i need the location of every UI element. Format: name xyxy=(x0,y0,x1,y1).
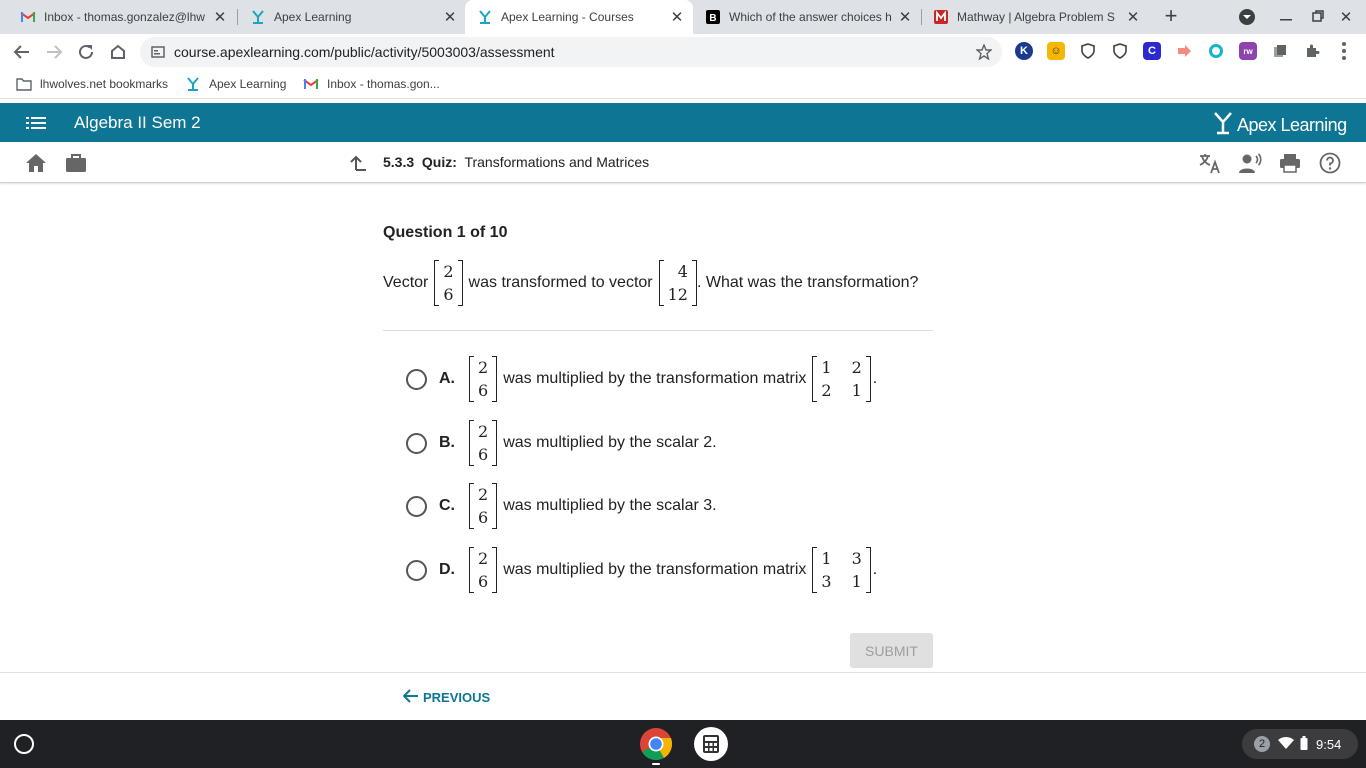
close-icon[interactable]: ✕ xyxy=(213,9,227,26)
tab-title: Apex Learning - Courses xyxy=(501,10,634,24)
arrow-extension-icon[interactable] xyxy=(1175,42,1193,60)
transformation-matrix xyxy=(812,547,870,593)
tab-apex-courses[interactable] xyxy=(465,0,693,34)
vector-from xyxy=(434,260,462,306)
vector-entry: 12 xyxy=(667,285,688,304)
answer-option-d[interactable] xyxy=(406,546,877,594)
new-tab-icon[interactable]: + xyxy=(1164,3,1178,28)
arrow-left-icon xyxy=(403,688,419,707)
answer-option-c[interactable] xyxy=(406,482,717,530)
tab-gmail[interactable] xyxy=(8,0,236,34)
reload-icon[interactable] xyxy=(74,40,98,64)
wifi-icon xyxy=(1278,736,1294,753)
c-extension-icon[interactable]: C xyxy=(1143,42,1161,60)
vector-entry: 6 xyxy=(478,381,489,400)
radio-button[interactable] xyxy=(406,560,427,581)
calculator-app-icon[interactable] xyxy=(694,727,728,761)
mathway-icon xyxy=(933,9,949,25)
vector-entry: 6 xyxy=(478,508,489,527)
matrix-entry: 1 xyxy=(851,381,862,400)
option-suffix: . xyxy=(872,561,878,578)
status-tray[interactable] xyxy=(1242,729,1358,759)
vector-entry: 6 xyxy=(478,445,489,464)
quiz-name: Transformations and Matrices xyxy=(464,154,650,170)
restore-icon[interactable] xyxy=(1310,8,1326,24)
matrix-entry: 1 xyxy=(821,549,832,568)
vector-entry: 2 xyxy=(478,549,489,568)
option-suffix: . xyxy=(872,370,878,387)
vector-entry: 2 xyxy=(478,422,489,441)
tab-mathway[interactable] xyxy=(921,0,1149,34)
apex-logo-icon xyxy=(1212,110,1234,141)
radio-button[interactable] xyxy=(406,496,427,517)
course-title: Algebra II Sem 2 xyxy=(74,113,201,132)
help-icon[interactable] xyxy=(1318,151,1342,175)
bookmark-label: Apex Learning xyxy=(209,77,287,91)
option-text: was multiplied by the scalar 2. xyxy=(503,434,717,451)
option-vector xyxy=(469,483,497,529)
option-text: was multiplied by the transformation matrix xyxy=(503,370,807,387)
option-vector xyxy=(469,420,497,466)
tab-search-icon[interactable] xyxy=(1238,8,1256,26)
read-aloud-icon[interactable] xyxy=(1238,151,1262,175)
apex-icon xyxy=(185,76,201,92)
briefcase-icon[interactable] xyxy=(64,151,88,175)
option-letter: D. xyxy=(439,561,455,578)
vector-to xyxy=(659,260,697,306)
radio-button[interactable] xyxy=(406,433,427,454)
minimize-icon[interactable] xyxy=(1278,8,1294,24)
folder-icon xyxy=(16,76,32,92)
home-icon[interactable] xyxy=(106,40,130,64)
answer-option-b[interactable] xyxy=(406,419,717,467)
circle-extension-icon[interactable] xyxy=(1207,42,1225,60)
tab-apex-learning[interactable] xyxy=(238,0,466,34)
answer-option-a[interactable] xyxy=(406,355,877,403)
tab-title: Inbox - thomas.gonzalez@lhw xyxy=(44,10,205,24)
option-letter: B. xyxy=(439,434,455,451)
gmail-icon xyxy=(303,76,319,92)
home-icon[interactable] xyxy=(24,151,48,175)
tab-title: Which of the answer choices h xyxy=(729,10,892,24)
bookmarks-bar xyxy=(0,70,1366,99)
active-app-indicator xyxy=(652,763,660,765)
previous-label: PREVIOUS xyxy=(423,690,491,705)
matrix-entry: 1 xyxy=(851,572,862,591)
browser-toolbar xyxy=(0,34,1366,70)
apex-icon xyxy=(250,9,266,25)
launcher-icon[interactable] xyxy=(14,734,34,754)
translate-icon[interactable] xyxy=(1198,151,1222,175)
tab-title: Mathway | Algebra Problem S xyxy=(957,10,1115,24)
shield-extension-icon[interactable] xyxy=(1079,42,1097,60)
gmail-icon xyxy=(20,9,36,25)
vector-entry: 4 xyxy=(677,262,688,281)
submit-button[interactable]: SUBMIT xyxy=(850,633,933,668)
quiz-number: 5.3.3 xyxy=(383,154,415,170)
matrix-entry: 1 xyxy=(821,358,832,377)
notification-count: 2 xyxy=(1254,736,1270,752)
puzzle-rw-extension-icon[interactable]: rw xyxy=(1239,42,1257,60)
stem-suffix: . What was the transformation? xyxy=(696,274,919,291)
apex-icon xyxy=(477,9,493,25)
bookmark-lhwolves[interactable] xyxy=(16,76,168,92)
quiz-title xyxy=(383,154,649,170)
window-close-icon[interactable]: ✕ xyxy=(1339,9,1353,26)
option-vector xyxy=(469,356,497,402)
close-icon[interactable]: ✕ xyxy=(670,9,684,26)
previous-button[interactable] xyxy=(403,688,490,707)
close-icon[interactable]: ✕ xyxy=(443,9,457,26)
menu-kebab-icon[interactable] xyxy=(1336,42,1352,60)
question-heading: Question 1 of 10 xyxy=(383,224,508,241)
copy-extension-icon[interactable] xyxy=(1271,42,1289,60)
bookmark-inbox[interactable] xyxy=(303,76,440,92)
os-shelf xyxy=(0,720,1366,768)
vector-entry: 2 xyxy=(478,485,489,504)
transformation-matrix xyxy=(812,356,870,402)
course-header xyxy=(0,103,1366,142)
question-stem xyxy=(383,259,918,307)
chrome-icon[interactable] xyxy=(639,727,673,761)
vector-entry: 6 xyxy=(443,285,454,304)
apex-logo xyxy=(1212,110,1347,141)
clock: 9:54 xyxy=(1316,736,1342,752)
option-text: was multiplied by the transformation matrix xyxy=(503,561,807,578)
matrix-entry: 3 xyxy=(851,549,862,568)
option-vector xyxy=(469,547,497,593)
option-letter: A. xyxy=(439,370,455,387)
stem-prefix: Vector xyxy=(383,274,429,291)
bookmark-star-icon[interactable] xyxy=(976,44,992,60)
emoji-extension-icon[interactable]: ☺ xyxy=(1047,42,1065,60)
back-icon[interactable] xyxy=(10,40,34,64)
quiz-type: Quiz: xyxy=(421,154,457,170)
vector-entry: 2 xyxy=(443,262,454,281)
menu-icon[interactable] xyxy=(26,115,46,131)
option-letter: C. xyxy=(439,497,455,514)
vector-entry: 2 xyxy=(478,358,489,377)
print-icon[interactable] xyxy=(1278,151,1302,175)
close-icon[interactable]: ✕ xyxy=(1126,9,1140,26)
page-footer xyxy=(0,672,1366,720)
site-info-icon[interactable] xyxy=(151,45,165,59)
tab-strip xyxy=(0,0,1366,34)
tab-brainly[interactable] xyxy=(693,0,921,34)
svg-text:B: B xyxy=(709,13,717,24)
matrix-entry: 3 xyxy=(821,572,832,591)
vector-entry: 6 xyxy=(478,572,489,591)
close-icon[interactable]: ✕ xyxy=(898,9,912,26)
bookmark-label: Inbox - thomas.gon... xyxy=(327,77,440,91)
bookmark-apex[interactable] xyxy=(185,76,286,92)
kami-extension-icon[interactable]: K xyxy=(1015,42,1033,60)
stem-middle: was transformed to vector xyxy=(468,274,653,291)
shield-extension-icon[interactable] xyxy=(1111,42,1129,60)
matrix-entry: 2 xyxy=(851,358,862,377)
forward-icon[interactable] xyxy=(42,40,66,64)
extensions-icon[interactable] xyxy=(1303,42,1321,60)
brand-name: Apex Learning xyxy=(1237,115,1347,135)
option-text: was multiplied by the scalar 3. xyxy=(503,497,717,514)
tab-title: Apex Learning xyxy=(274,10,352,24)
divider xyxy=(383,330,933,331)
up-arrow-icon[interactable] xyxy=(346,151,370,175)
activity-bar xyxy=(0,142,1366,183)
matrix-entry: 2 xyxy=(821,381,832,400)
brainly-icon xyxy=(705,9,721,25)
battery-icon xyxy=(1300,736,1308,753)
address-bar[interactable] xyxy=(140,37,1002,67)
radio-button[interactable] xyxy=(406,369,427,390)
url-text: course.apexlearning.com/public/activity/5003003/assessment xyxy=(174,44,555,60)
bookmark-label: lhwolves.net bookmarks xyxy=(40,77,169,91)
